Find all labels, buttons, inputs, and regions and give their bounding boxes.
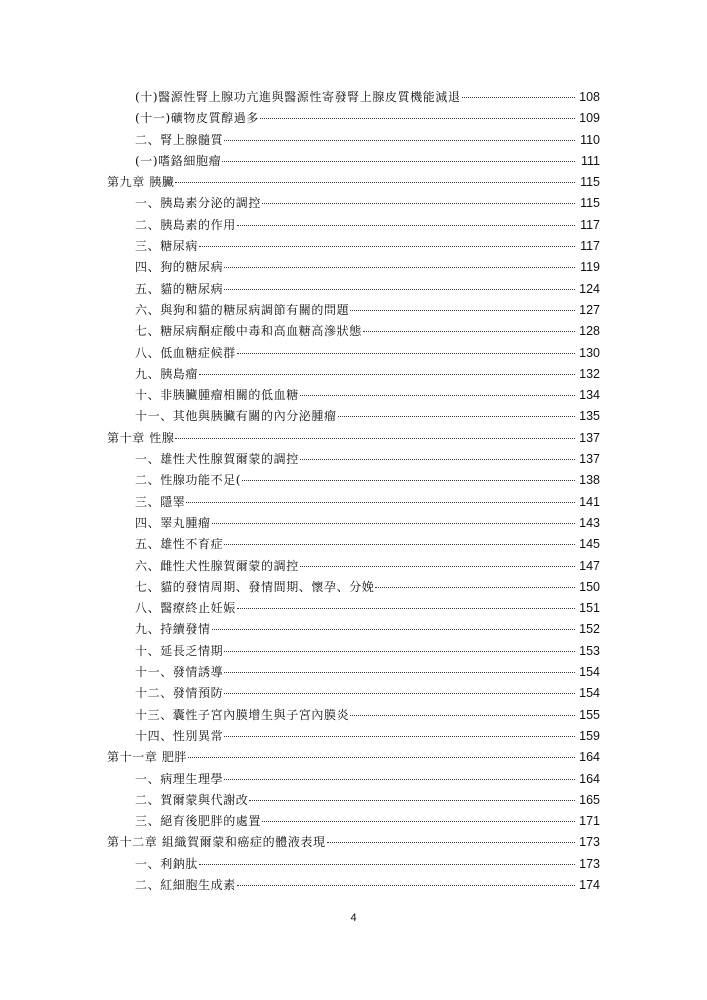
toc-entry-title: 九、胰島瘤 <box>135 366 199 381</box>
toc-section-entry[interactable] <box>107 513 600 534</box>
toc-entry-page: 164 <box>579 771 600 786</box>
toc-entry-title: 第十章 性腺 <box>107 430 175 445</box>
toc-entry-title: 十、延長乏情期 <box>135 643 224 658</box>
toc-entry-page: 135 <box>579 409 600 424</box>
toc-entry-page: 109 <box>579 111 600 126</box>
toc-entry-title: 第十二章 組織賀爾蒙和癌症的體液表現 <box>107 835 326 850</box>
toc-entry-title: 七、糖尿病酮症酸中毒和高血糖高滲狀態 <box>135 324 362 339</box>
dot-leader <box>300 395 575 396</box>
toc-entry-page: 145 <box>579 537 600 552</box>
toc-entry-title: 四、狗的糖尿病 <box>135 260 224 275</box>
toc-entry-page: 117 <box>580 217 600 232</box>
toc-entry-page: 152 <box>579 622 600 637</box>
toc-entry-page: 128 <box>579 324 600 339</box>
toc-chapter-entry[interactable] <box>107 832 600 853</box>
dot-leader <box>237 225 575 226</box>
toc-entry-page: 130 <box>579 345 600 360</box>
table-of-contents <box>107 87 600 896</box>
dot-leader <box>242 480 575 481</box>
dot-leader <box>224 779 575 780</box>
dot-leader <box>237 353 575 354</box>
toc-entry-page: 127 <box>579 302 600 317</box>
dot-leader <box>350 715 575 716</box>
toc-entry-title: 十二、發情預防 <box>135 686 224 701</box>
dot-leader <box>199 864 575 865</box>
toc-section-entry[interactable] <box>107 619 600 640</box>
toc-section-entry[interactable] <box>107 875 600 896</box>
dot-leader <box>224 289 575 290</box>
toc-section-entry[interactable] <box>107 854 600 875</box>
toc-section-entry[interactable] <box>107 769 600 790</box>
toc-section-entry[interactable] <box>107 641 600 662</box>
toc-section-entry[interactable] <box>107 236 600 257</box>
dot-leader <box>262 821 575 822</box>
toc-entry-title: 十三、囊性子宮內膜增生與子宮內膜炎 <box>135 707 350 722</box>
toc-section-entry[interactable] <box>107 321 600 342</box>
toc-section-entry[interactable] <box>107 151 600 172</box>
toc-entry-page: 151 <box>579 601 600 616</box>
dot-leader <box>212 523 575 524</box>
toc-entry-title: 五、貓的糖尿病 <box>135 281 224 296</box>
toc-entry-title: (十一)礦物皮質醇過多 <box>135 111 259 126</box>
toc-entry-page: 137 <box>579 430 600 445</box>
dot-leader <box>462 97 575 98</box>
dot-leader <box>222 161 575 162</box>
toc-entry-title: (十)醫源性腎上腺功亢進與醫源性寄發腎上腺皮質機能減退 <box>135 90 461 104</box>
dot-leader <box>249 800 575 801</box>
toc-entry-page: 137 <box>579 452 600 467</box>
toc-entry-title: 三、糖尿病 <box>135 239 199 254</box>
toc-section-entry[interactable] <box>107 87 600 108</box>
toc-entry-page: 119 <box>580 260 600 275</box>
dot-leader <box>186 502 575 503</box>
toc-entry-title: 八、低血糖症候群 <box>135 345 236 360</box>
toc-entry-title: 二、腎上腺髓質 <box>135 132 224 147</box>
toc-chapter-entry[interactable] <box>107 428 600 449</box>
toc-entry-page: 117 <box>580 239 600 254</box>
toc-section-entry[interactable] <box>107 811 600 832</box>
dot-leader <box>350 310 575 311</box>
toc-entry-title: 六、與狗和貓的糖尿病調節有關的問題 <box>135 302 350 317</box>
toc-section-entry[interactable] <box>107 683 600 704</box>
dot-leader <box>224 267 575 268</box>
toc-entry-title: 二、胰島素的作用 <box>135 217 236 232</box>
toc-entry-page: 110 <box>580 132 600 147</box>
toc-entry-title: 二、性腺功能不足( <box>135 473 242 488</box>
toc-entry-page: 141 <box>579 494 600 509</box>
toc-entry-page: 115 <box>580 175 600 190</box>
toc-entry-title: 十一、其他與胰臟有關的內分泌腫瘤 <box>135 409 337 424</box>
toc-entry-title: 一、病理生理學 <box>135 771 224 786</box>
toc-section-entry[interactable] <box>107 300 600 321</box>
toc-entry-title: 一、利鈉肽 <box>135 856 199 871</box>
toc-section-entry[interactable] <box>107 108 600 129</box>
dot-leader <box>199 246 575 247</box>
toc-section-entry[interactable] <box>107 257 600 278</box>
toc-entry-page: 165 <box>579 792 600 807</box>
toc-entry-title: 第十一章 肥胖 <box>107 750 188 765</box>
dot-leader <box>175 438 575 439</box>
toc-entry-page: 173 <box>579 856 600 871</box>
dot-leader <box>237 885 575 886</box>
toc-chapter-entry[interactable] <box>107 172 600 193</box>
toc-entry-title: 九、持續發情 <box>135 622 211 637</box>
toc-entry-title: 八、醫療終止妊娠 <box>135 601 236 616</box>
toc-entry-title: 五、雄性不育症 <box>135 537 224 552</box>
toc-section-entry[interactable] <box>107 790 600 811</box>
toc-section-entry[interactable] <box>107 279 600 300</box>
toc-entry-page: 154 <box>579 686 600 701</box>
toc-entry-page: 134 <box>579 388 600 403</box>
dot-leader <box>212 629 575 630</box>
toc-section-entry[interactable] <box>107 406 600 427</box>
dot-leader <box>224 736 575 737</box>
dot-leader <box>300 566 575 567</box>
dot-leader <box>188 757 575 758</box>
toc-section-entry[interactable] <box>107 193 600 214</box>
toc-entry-title: 十、非胰臟腫瘤相關的低血糖 <box>135 388 299 403</box>
toc-entry-page: 154 <box>579 665 600 680</box>
dot-leader <box>224 672 575 673</box>
dot-leader <box>175 182 575 183</box>
toc-entry-title: 六、雌性犬性腺賀爾蒙的調控 <box>135 558 299 573</box>
toc-entry-title: 十四、性別異常 <box>135 728 224 743</box>
toc-entry-page: 147 <box>579 558 600 573</box>
toc-section-entry[interactable] <box>107 215 600 236</box>
toc-entry-page: 124 <box>579 281 600 296</box>
toc-entry-title: 一、胰島素分泌的調控 <box>135 196 262 211</box>
toc-entry-title: 二、紅細胞生成素 <box>135 877 236 892</box>
toc-entry-page: 111 <box>580 153 600 168</box>
toc-entry-page: 153 <box>579 643 600 658</box>
toc-section-entry[interactable] <box>107 470 600 491</box>
dot-leader <box>237 608 575 609</box>
toc-entry-page: 115 <box>580 196 600 211</box>
toc-section-entry[interactable] <box>107 556 600 577</box>
dot-leader <box>260 118 575 119</box>
toc-entry-page: 132 <box>579 366 600 381</box>
toc-section-entry[interactable] <box>107 492 600 513</box>
dot-leader <box>224 544 575 545</box>
toc-section-entry[interactable] <box>107 385 600 406</box>
toc-section-entry[interactable] <box>107 364 600 385</box>
toc-section-entry[interactable] <box>107 577 600 598</box>
dot-leader <box>262 203 575 204</box>
toc-entry-page: 159 <box>579 728 600 743</box>
page-number: 4 <box>350 912 357 924</box>
toc-chapter-entry[interactable] <box>107 747 600 768</box>
toc-entry-title: 三、隱睪 <box>135 494 186 509</box>
toc-entry-page: 164 <box>579 750 600 765</box>
toc-entry-title: 一、雄性犬性腺賀爾蒙的調控 <box>135 452 299 467</box>
dot-leader <box>375 587 575 588</box>
toc-entry-page: 174 <box>579 877 600 892</box>
toc-section-entry[interactable] <box>107 130 600 151</box>
dot-leader <box>224 140 575 141</box>
dot-leader <box>363 331 575 332</box>
toc-entry-page: 155 <box>579 707 600 722</box>
toc-section-entry[interactable] <box>107 705 600 726</box>
toc-entry-page: 173 <box>579 835 600 850</box>
toc-section-entry[interactable] <box>107 449 600 470</box>
dot-leader <box>224 651 575 652</box>
toc-entry-title: (一)嗜鉻細胞瘤 <box>135 153 222 168</box>
dot-leader <box>300 459 575 460</box>
toc-entry-page: 108 <box>579 90 600 104</box>
toc-entry-title: 七、貓的發情周期、發情間期、懷孕、分娩 <box>135 579 375 594</box>
toc-entry-title: 二、賀爾蒙與代謝改 <box>135 792 249 807</box>
toc-entry-title: 四、睪丸腫瘤 <box>135 515 211 530</box>
toc-section-entry[interactable] <box>107 598 600 619</box>
toc-entry-title: 第九章 胰臟 <box>107 175 175 190</box>
dot-leader <box>199 374 575 375</box>
dot-leader <box>224 693 575 694</box>
toc-entry-title: 十一、發情誘導 <box>135 665 224 680</box>
toc-section-entry[interactable] <box>107 343 600 364</box>
dot-leader <box>338 416 575 417</box>
toc-section-entry[interactable] <box>107 662 600 683</box>
toc-entry-page: 171 <box>579 814 600 829</box>
toc-entry-title: 三、絕育後肥胖的處置 <box>135 814 262 829</box>
toc-section-entry[interactable] <box>107 534 600 555</box>
toc-entry-page: 138 <box>579 473 600 488</box>
toc-entry-page: 143 <box>579 515 600 530</box>
toc-entry-page: 150 <box>579 579 600 594</box>
toc-section-entry[interactable] <box>107 726 600 747</box>
dot-leader <box>327 842 575 843</box>
